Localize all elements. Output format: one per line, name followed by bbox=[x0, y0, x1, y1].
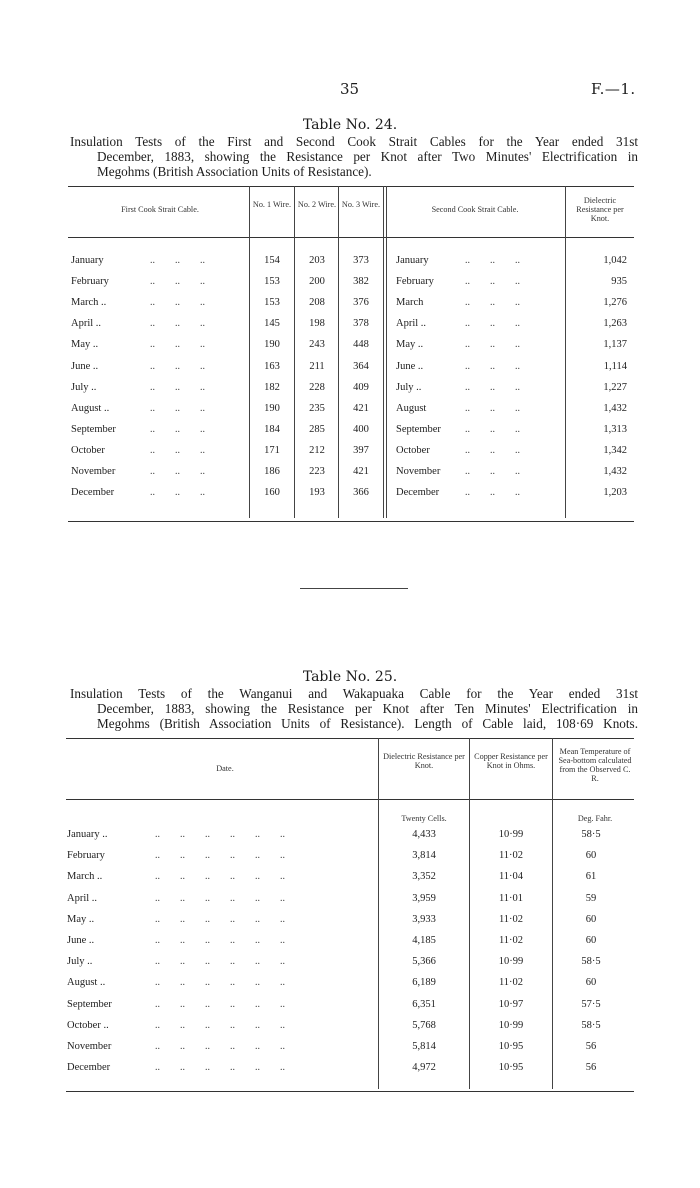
wire-3-value: 373 bbox=[353, 255, 369, 266]
copper-resistance-value: 10·99 bbox=[498, 956, 524, 968]
dielectric-resistance-value: 5,814 bbox=[412, 1041, 436, 1052]
wire-1-value: 153 bbox=[264, 297, 280, 309]
copper-resistance-value: 11·02 bbox=[498, 977, 524, 989]
month-first-cable: February bbox=[71, 276, 109, 288]
wire-2-value: 235 bbox=[309, 402, 325, 414]
table-24-caption bbox=[70, 134, 638, 179]
dielectric-resistance-value: 1,203 bbox=[603, 487, 627, 499]
mean-temperature-value: 60 bbox=[585, 850, 597, 862]
dielectric-resistance-value: 1,114 bbox=[603, 360, 627, 372]
leader-dots: .. .. .. .. .. .. bbox=[155, 956, 285, 968]
dielectric-resistance-value: 4,185 bbox=[412, 935, 436, 946]
dielectric-resistance-value: 3,959 bbox=[412, 892, 436, 904]
dielectric-resistance-value: 1,432 bbox=[603, 402, 627, 414]
mean-temperature-value: 60 bbox=[585, 913, 597, 925]
wire-1-value: 145 bbox=[264, 318, 280, 330]
wire-1-value: 190 bbox=[264, 402, 280, 414]
column-divider bbox=[386, 186, 387, 518]
month-second-cable: February bbox=[396, 276, 434, 288]
dielectric-resistance-value: 3,933 bbox=[412, 913, 436, 925]
month: November bbox=[67, 1041, 112, 1052]
month: July .. bbox=[67, 956, 93, 968]
header-wire-3: No. 3 Wire. bbox=[341, 200, 381, 209]
month-second-cable: April .. bbox=[396, 318, 427, 330]
header-dielectric: Dielectric Resistance per Knot. bbox=[383, 752, 465, 770]
caption-line: Insulation Tests of the First and Second Cook Strait Cables for the Year ended 31st bbox=[70, 134, 638, 149]
leader-dots: .. .. .. .. .. .. bbox=[155, 850, 285, 862]
wire-1-value: 184 bbox=[264, 423, 280, 435]
leader-dots: .. .. .. bbox=[150, 339, 205, 351]
wire-2-value: 198 bbox=[309, 318, 325, 330]
month: October .. bbox=[67, 1019, 109, 1031]
leader-dots: .. .. .. bbox=[465, 381, 520, 393]
wire-2-value: 208 bbox=[309, 297, 325, 309]
dielectric-resistance-value: 6,189 bbox=[412, 977, 436, 989]
page-number: 35 bbox=[340, 80, 360, 98]
copper-resistance-value: 10·95 bbox=[498, 1062, 524, 1074]
wire-1-value: 190 bbox=[264, 339, 280, 351]
dielectric-resistance-value: 5,366 bbox=[412, 956, 436, 968]
dielectric-resistance-value: 1,137 bbox=[603, 339, 627, 351]
column-divider bbox=[469, 738, 470, 1089]
leader-dots: .. .. .. .. .. .. bbox=[155, 871, 285, 883]
wire-3-value: 400 bbox=[353, 423, 369, 435]
leader-dots: .. .. .. bbox=[465, 402, 520, 414]
leader-dots: .. .. .. bbox=[150, 255, 205, 266]
caption-line: December, 1883, showing the Resistance per Knot after Two Minutes' Electrification in bbox=[97, 149, 638, 164]
leader-dots: .. .. .. bbox=[150, 360, 205, 372]
mean-temperature-value: 58·5 bbox=[581, 1019, 601, 1031]
leader-dots: .. .. .. bbox=[465, 276, 520, 288]
copper-resistance-value: 10·99 bbox=[498, 829, 524, 840]
wire-1-value: 154 bbox=[264, 255, 280, 266]
subheader-twenty-cells: Twenty Cells. bbox=[401, 814, 447, 823]
month-first-cable: December bbox=[71, 487, 115, 499]
table-25-top-rule bbox=[66, 738, 634, 739]
mean-temperature-value: 60 bbox=[585, 935, 597, 946]
month-second-cable: May .. bbox=[396, 339, 424, 351]
leader-dots: .. .. .. bbox=[150, 297, 205, 309]
month-second-cable: March bbox=[396, 297, 424, 309]
leader-dots: .. .. .. bbox=[465, 339, 520, 351]
header-copper: Copper Resistance per Knot in Ohms. bbox=[474, 752, 548, 770]
table-24-top-rule bbox=[68, 186, 634, 187]
leader-dots: .. .. .. bbox=[150, 466, 205, 477]
wire-1-value: 182 bbox=[264, 381, 280, 393]
month-second-cable: October bbox=[396, 444, 430, 456]
leader-dots: .. .. .. bbox=[465, 487, 520, 499]
month-second-cable: December bbox=[396, 487, 440, 499]
month-second-cable: November bbox=[396, 466, 441, 477]
month-first-cable: November bbox=[71, 466, 116, 477]
dielectric-resistance-value: 5,768 bbox=[412, 1019, 436, 1031]
wire-2-value: 193 bbox=[309, 487, 325, 499]
wire-2-value: 223 bbox=[309, 466, 325, 477]
table-24-title: Table No. 24. bbox=[302, 117, 398, 133]
month-second-cable: September bbox=[396, 423, 441, 435]
wire-3-value: 409 bbox=[353, 381, 369, 393]
leader-dots: .. .. .. bbox=[150, 276, 205, 288]
table-25-header-rule bbox=[66, 799, 634, 800]
table-25-title: Table No. 25. bbox=[302, 669, 398, 685]
month-first-cable: July .. bbox=[71, 381, 97, 393]
copper-resistance-value: 11·02 bbox=[498, 935, 524, 946]
leader-dots: .. .. .. bbox=[465, 318, 520, 330]
month: September bbox=[67, 998, 112, 1010]
month-first-cable: January bbox=[71, 255, 104, 266]
leader-dots: .. .. .. bbox=[465, 466, 520, 477]
mean-temperature-value: 56 bbox=[585, 1041, 597, 1052]
leader-dots: .. .. .. .. .. .. bbox=[155, 1041, 285, 1052]
month: February bbox=[67, 850, 105, 862]
dielectric-resistance-value: 935 bbox=[611, 276, 627, 288]
mean-temperature-value: 59 bbox=[585, 892, 597, 904]
copper-resistance-value: 11·02 bbox=[498, 850, 524, 862]
month-second-cable: June .. bbox=[396, 360, 424, 372]
wire-2-value: 203 bbox=[309, 255, 325, 266]
leader-dots: .. .. .. .. .. .. bbox=[155, 1019, 285, 1031]
header-dielectric: Dielectric Resistance per Knot. bbox=[576, 196, 624, 223]
month: December bbox=[67, 1062, 111, 1074]
header-temperature: Mean Temperature of Sea-bottom calculated from the Observed C. R. bbox=[558, 747, 632, 783]
mean-temperature-value: 60 bbox=[585, 977, 597, 989]
column-divider bbox=[383, 186, 384, 518]
dielectric-resistance-value: 3,814 bbox=[412, 850, 436, 862]
dielectric-resistance-value: 1,313 bbox=[603, 423, 627, 435]
wire-2-value: 212 bbox=[309, 444, 325, 456]
month-first-cable: June .. bbox=[71, 360, 99, 372]
dielectric-resistance-value: 1,276 bbox=[603, 297, 627, 309]
leader-dots: .. .. .. .. .. .. bbox=[155, 829, 285, 840]
wire-1-value: 163 bbox=[264, 360, 280, 372]
copper-resistance-value: 10·99 bbox=[498, 1019, 524, 1031]
month-first-cable: September bbox=[71, 423, 116, 435]
leader-dots: .. .. .. bbox=[465, 444, 520, 456]
wire-3-value: 366 bbox=[353, 487, 369, 499]
leader-dots: .. .. .. .. .. .. bbox=[155, 935, 285, 946]
column-divider bbox=[378, 738, 379, 1089]
table-25-caption bbox=[70, 686, 638, 731]
mean-temperature-value: 56 bbox=[585, 1062, 597, 1074]
wire-2-value: 243 bbox=[309, 339, 325, 351]
wire-2-value: 200 bbox=[309, 276, 325, 288]
leader-dots: .. .. .. bbox=[150, 318, 205, 330]
month: April .. bbox=[67, 892, 98, 904]
leader-dots: .. .. .. bbox=[150, 444, 205, 456]
mean-temperature-value: 61 bbox=[585, 871, 597, 883]
month: May .. bbox=[67, 913, 95, 925]
leader-dots: .. .. .. .. .. .. bbox=[155, 977, 285, 989]
document-reference: F.—1. bbox=[591, 80, 636, 98]
dielectric-resistance-value: 1,342 bbox=[603, 444, 627, 456]
wire-3-value: 448 bbox=[353, 339, 369, 351]
leader-dots: .. .. .. bbox=[465, 423, 520, 435]
section-separator bbox=[300, 588, 408, 589]
month-first-cable: August .. bbox=[71, 402, 110, 414]
header-first-cable: First Cook Strait Cable. bbox=[121, 205, 199, 214]
dielectric-resistance-value: 6,351 bbox=[412, 998, 436, 1010]
month: March .. bbox=[67, 871, 103, 883]
copper-resistance-value: 11·04 bbox=[498, 871, 524, 883]
wire-3-value: 421 bbox=[353, 402, 369, 414]
wire-2-value: 285 bbox=[309, 423, 325, 435]
leader-dots: .. .. .. bbox=[150, 381, 205, 393]
dielectric-resistance-value: 1,263 bbox=[603, 318, 627, 330]
month: June .. bbox=[67, 935, 95, 946]
leader-dots: .. .. .. .. .. .. bbox=[155, 892, 285, 904]
wire-1-value: 171 bbox=[264, 444, 280, 456]
header-second-cable: Second Cook Strait Cable. bbox=[431, 205, 519, 214]
header-date: Date. bbox=[216, 764, 234, 773]
subheader-deg-fahr: Deg. Fahr. bbox=[577, 814, 613, 823]
leader-dots: .. .. .. .. .. .. bbox=[155, 998, 285, 1010]
copper-resistance-value: 10·97 bbox=[498, 998, 524, 1010]
wire-3-value: 421 bbox=[353, 466, 369, 477]
caption-line: December, 1883, showing the Resistance per Knot after Ten Minutes' Electrification in bbox=[97, 701, 638, 716]
mean-temperature-value: 58·5 bbox=[581, 956, 601, 968]
dielectric-resistance-value: 3,352 bbox=[412, 871, 436, 883]
copper-resistance-value: 11·01 bbox=[498, 892, 524, 904]
wire-1-value: 160 bbox=[264, 487, 280, 499]
month: January .. bbox=[67, 829, 108, 840]
wire-1-value: 153 bbox=[264, 276, 280, 288]
month-second-cable: August bbox=[396, 402, 427, 414]
mean-temperature-value: 57·5 bbox=[581, 998, 601, 1010]
leader-dots: .. .. .. bbox=[465, 255, 520, 266]
leader-dots: .. .. .. bbox=[150, 487, 205, 499]
dielectric-resistance-value: 1,432 bbox=[603, 466, 627, 477]
month: August .. bbox=[67, 977, 106, 989]
mean-temperature-value: 58·5 bbox=[581, 829, 601, 840]
leader-dots: .. .. .. bbox=[465, 360, 520, 372]
dielectric-resistance-value: 1,042 bbox=[603, 255, 627, 266]
wire-3-value: 376 bbox=[353, 297, 369, 309]
table-24-header-rule bbox=[68, 237, 634, 238]
caption-line: Megohms (British Association Units of Resistance). bbox=[97, 164, 372, 179]
month-first-cable: October bbox=[71, 444, 105, 456]
wire-3-value: 364 bbox=[353, 360, 369, 372]
wire-3-value: 378 bbox=[353, 318, 369, 330]
leader-dots: .. .. .. .. .. .. bbox=[155, 1062, 285, 1074]
wire-3-value: 382 bbox=[353, 276, 369, 288]
table-24-bottom-rule bbox=[68, 521, 634, 522]
wire-2-value: 228 bbox=[309, 381, 325, 393]
month-first-cable: May .. bbox=[71, 339, 99, 351]
dielectric-resistance-value: 1,227 bbox=[603, 381, 627, 393]
dielectric-resistance-value: 4,972 bbox=[412, 1062, 436, 1074]
column-divider bbox=[552, 738, 553, 1089]
wire-1-value: 186 bbox=[264, 466, 280, 477]
leader-dots: .. .. .. bbox=[150, 423, 205, 435]
leader-dots: .. .. .. bbox=[150, 402, 205, 414]
dielectric-resistance-value: 4,433 bbox=[412, 829, 436, 840]
table-25-bottom-rule bbox=[66, 1091, 634, 1092]
month-second-cable: January bbox=[396, 255, 429, 266]
month-first-cable: March .. bbox=[71, 297, 107, 309]
leader-dots: .. .. .. bbox=[465, 297, 520, 309]
month-first-cable: April .. bbox=[71, 318, 102, 330]
leader-dots: .. .. .. .. .. .. bbox=[155, 913, 285, 925]
caption-line: Insulation Tests of the Wanganui and Wakapuaka Cable for the Year ended 31st bbox=[70, 686, 638, 701]
wire-3-value: 397 bbox=[353, 444, 369, 456]
copper-resistance-value: 10·95 bbox=[498, 1041, 524, 1052]
header-wire-2: No. 2 Wire. bbox=[297, 200, 337, 209]
copper-resistance-value: 11·02 bbox=[498, 913, 524, 925]
header-wire-1: No. 1 Wire. bbox=[252, 200, 292, 209]
wire-2-value: 211 bbox=[309, 360, 325, 372]
caption-line: Megohms (British Association Units of Resistance). Length of Cable laid, 108·69 Knots. bbox=[97, 716, 638, 731]
month-second-cable: July .. bbox=[396, 381, 422, 393]
